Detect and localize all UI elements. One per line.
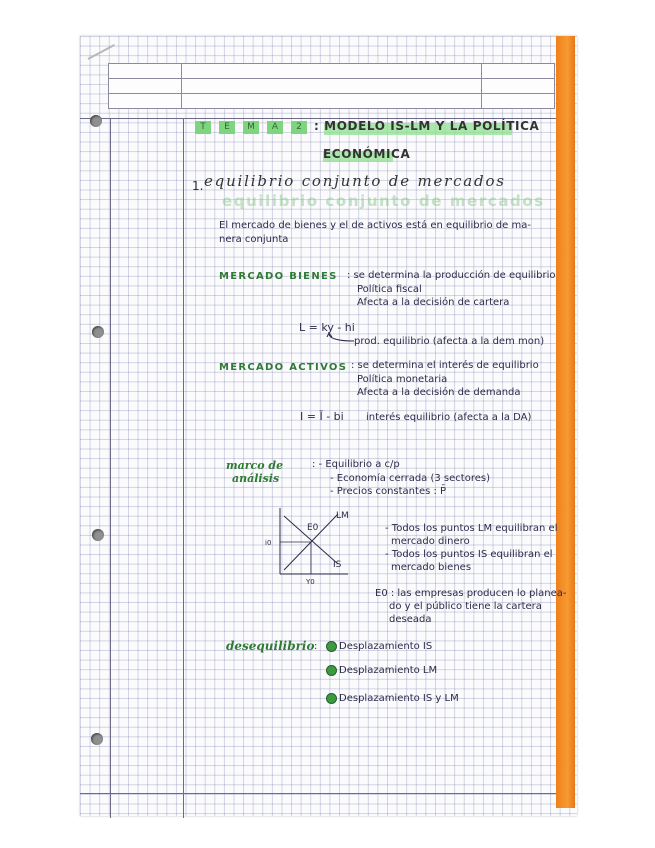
marco-item-3: - Precios constantes : P̄	[330, 486, 447, 497]
mercado-activos-label: MERCADO ACTIVOS	[219, 362, 348, 373]
binder-hole-3	[92, 529, 104, 541]
equation-i-note: interés equilibrio (afecta a la DA)	[366, 412, 532, 423]
graph-note-3: - Todos los puntos IS equilibran el	[385, 549, 553, 560]
tema-tile-4: A	[267, 121, 283, 134]
section-heading-bleed: equilibrio conjunto de mercados	[222, 192, 545, 210]
margin-line-middle	[183, 118, 184, 818]
marco-label-line-2: análisis	[232, 472, 280, 485]
tema-tile-2: E	[219, 121, 235, 134]
arrow-to-note-l	[326, 332, 356, 346]
section-heading: equilibrio conjunto de mercados	[204, 172, 506, 190]
mercado-bienes-line-3: Afecta a la decisión de cartera	[357, 297, 510, 308]
equation-l-note: prod. equilibrio (afecta a la dem mon)	[354, 336, 545, 347]
intro-line-1: El mercado de bienes y el de activos está en equilibrio de ma-	[219, 220, 531, 231]
desequilibrio-item-3: Desplazamiento IS y LM	[339, 693, 459, 704]
mercado-bienes-label: MERCADO BIENES	[219, 271, 338, 282]
income-axis-label: Y0	[306, 578, 315, 586]
lm-curve-label: LM	[336, 511, 349, 521]
desequilibrio-item-2: Desplazamiento LM	[339, 665, 438, 676]
bullet-2-icon	[326, 665, 337, 676]
graph-note-4: mercado bienes	[391, 562, 472, 573]
equation-i: I = Ī - bi	[300, 410, 344, 423]
section-number: 1.	[192, 179, 204, 193]
marco-item-2: - Economía cerrada (3 sectores)	[330, 473, 490, 484]
interest-axis-label: i0	[265, 539, 272, 547]
bullet-3-icon	[326, 693, 337, 704]
page-title-line1: : MODELO IS-LM Y LA POLÍTICA	[314, 119, 540, 133]
mercado-activos-line-3: Afecta a la decisión de demanda	[357, 387, 521, 398]
desequilibrio-item-1: Desplazamiento IS	[339, 641, 433, 652]
equation-l: L = ky - hi	[299, 321, 355, 334]
page-title-line2: ECONÓMICA	[323, 147, 411, 161]
is-curve-label: IS	[333, 560, 342, 570]
intro-line-2: nera conjunta	[219, 234, 289, 245]
graph-note-7: deseada	[389, 614, 432, 625]
tema-tile-3: M	[243, 121, 259, 134]
mercado-activos-line-1: : se determina el interés de equilibrio	[351, 360, 539, 371]
graph-note-2: mercado dinero	[391, 536, 470, 547]
marco-item-1: : - Equilibrio a c/p	[312, 459, 400, 470]
desequilibrio-colon: :	[314, 641, 318, 652]
graph-note-1: - Todos los puntos LM equilibran el	[385, 523, 558, 534]
marco-label-line-1: marco de	[226, 459, 284, 472]
orange-page-edge	[556, 36, 575, 808]
margin-line-left	[110, 118, 111, 818]
margin-line-bottom	[80, 793, 556, 794]
mercado-bienes-line-2: Política fiscal	[357, 284, 422, 295]
desequilibrio-label: desequilibrio	[226, 639, 315, 653]
mercado-bienes-line-1: : se determina la producción de equilibrio	[347, 270, 556, 281]
header-box	[108, 63, 555, 109]
tema-tile-5: 2	[291, 121, 307, 134]
binder-hole-2	[92, 326, 104, 338]
graph-note-6: do y el público tiene la cartera	[389, 601, 542, 612]
binder-hole-1	[90, 115, 102, 127]
mercado-activos-line-2: Política monetaria	[357, 374, 448, 385]
bullet-1-icon	[326, 641, 337, 652]
graph-note-5: E0 : las empresas producen lo planea-	[375, 588, 567, 599]
equilibrium-label: E0	[307, 523, 319, 533]
tema-tile-1: T	[195, 121, 211, 134]
binder-hole-4	[91, 733, 103, 745]
